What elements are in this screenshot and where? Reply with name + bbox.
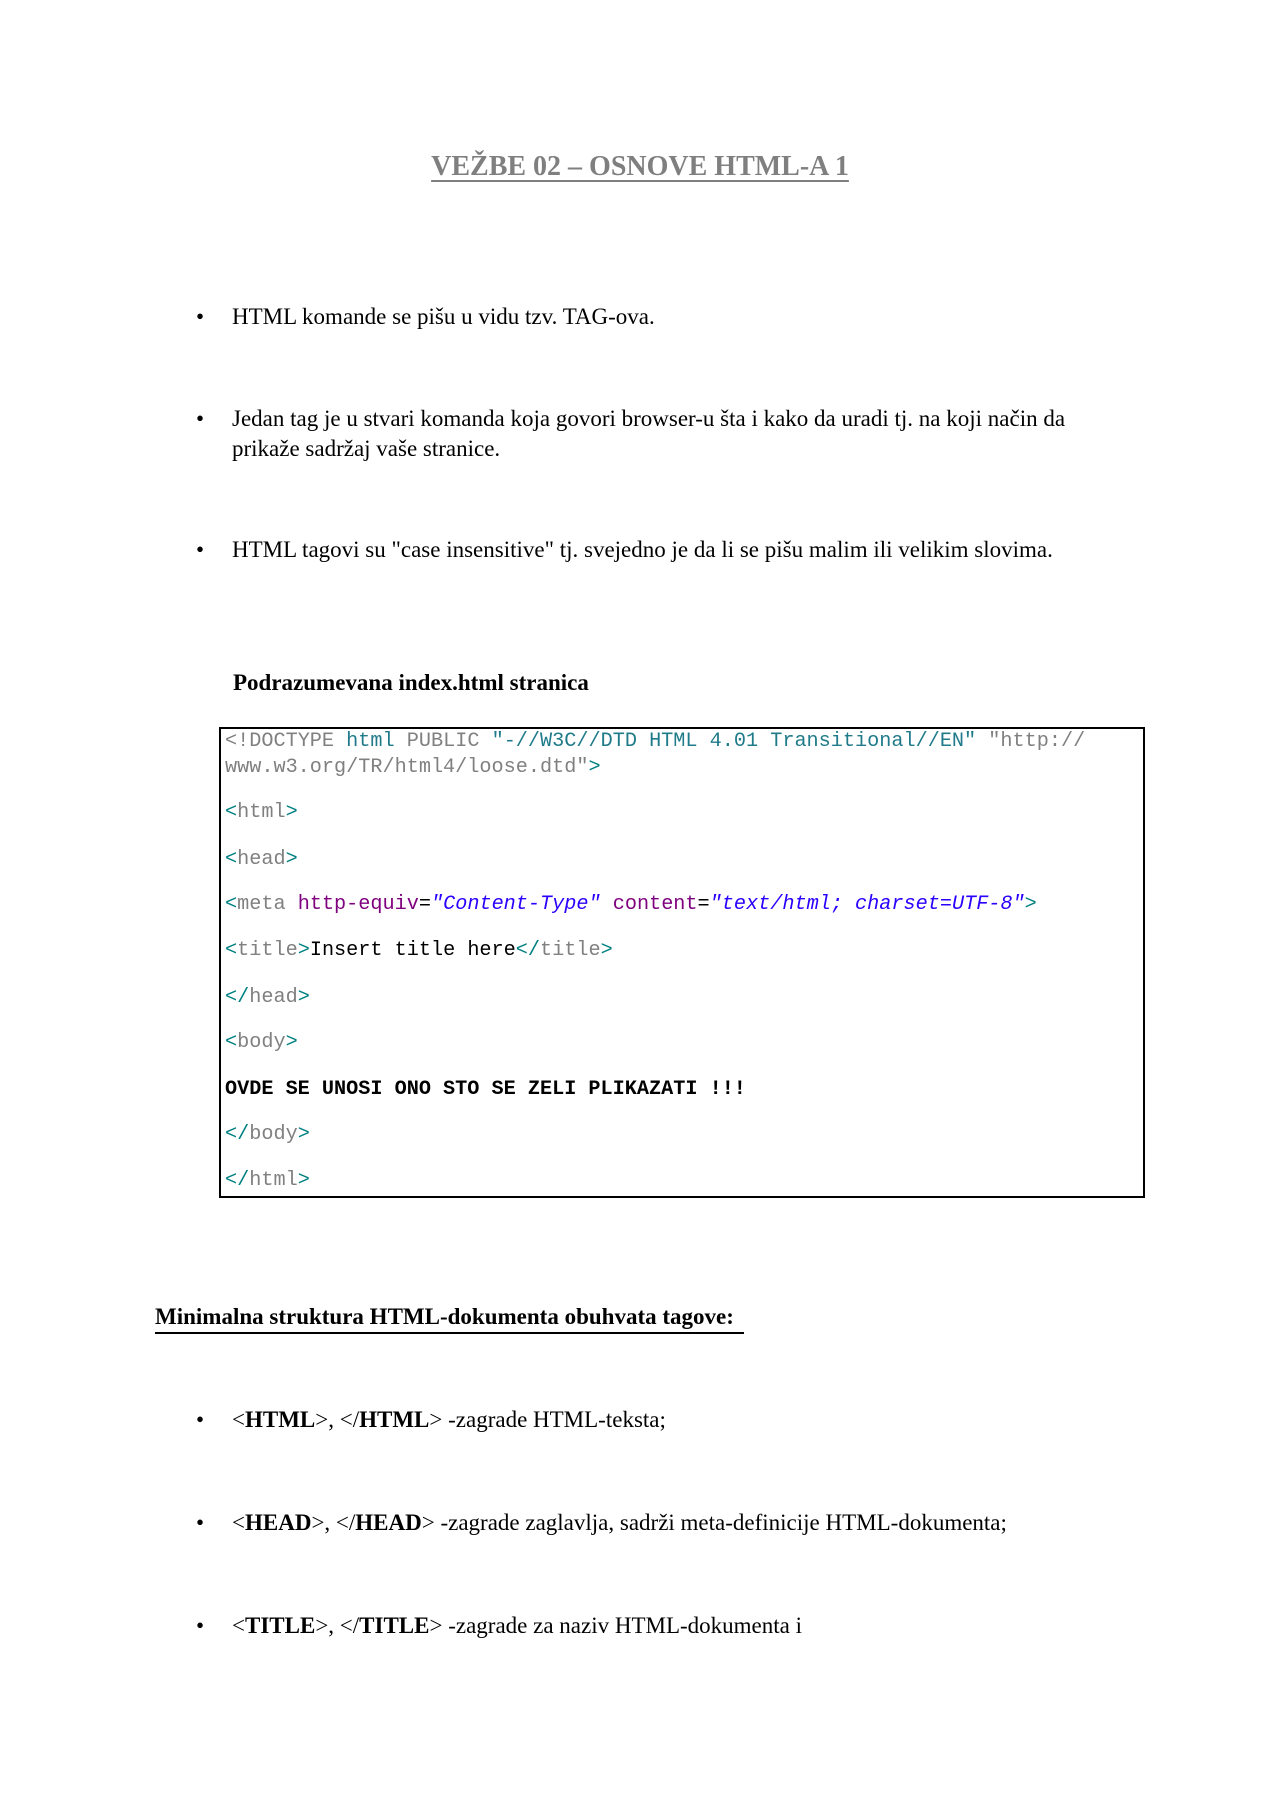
tag-description: -zagrade za naziv HTML-dokumenta i bbox=[442, 1613, 803, 1638]
code-line-html-open: <html> bbox=[225, 801, 298, 824]
code-token: DOCTYPE bbox=[249, 730, 335, 753]
bullet-symbol: • bbox=[196, 1613, 205, 1638]
code-token: PUBLIC bbox=[406, 730, 480, 753]
code-token: <! bbox=[225, 730, 250, 753]
tag-name: TITLE bbox=[244, 1613, 316, 1638]
code-line-body-close: </body> bbox=[225, 1123, 310, 1146]
code-token: > bbox=[588, 756, 601, 779]
code-token: Insert title here bbox=[309, 939, 516, 962]
code-token: "text/html; charset=UTF-8" bbox=[709, 893, 1025, 916]
intro-bullet-text: HTML tagovi su "case insensitive" tj. svejedno je da li se pišu malim ili velikim slovima. bbox=[232, 537, 1053, 562]
code-token: body bbox=[237, 1031, 286, 1054]
code-line-head-close: </head> bbox=[225, 986, 310, 1009]
code-heading: Podrazumevana index.html stranica bbox=[233, 670, 589, 695]
tag-description: -zagrade HTML-teksta; bbox=[442, 1407, 666, 1432]
bullet-symbol: • bbox=[196, 1407, 205, 1432]
tag-bullet-text: <HEAD>, </HEAD> -zagrade zaglavlja, sadrži meta-definicije HTML-dokumenta; bbox=[232, 1510, 1007, 1535]
code-block bbox=[219, 727, 1145, 1198]
tag-name: HEAD bbox=[244, 1510, 312, 1535]
code-token: meta bbox=[237, 893, 286, 916]
intro-bullet-text: Jedan tag je u stvari komanda koja govori browser-u šta i kako da uradi tj. na koji način da prikaže sadržaj vaše stranice. bbox=[232, 406, 1066, 461]
bullet-symbol: • bbox=[196, 1510, 205, 1535]
code-line-body-text: OVDE SE UNOSI ONO STO SE ZELI PLIKAZATI !!! bbox=[225, 1078, 746, 1101]
code-token: "-//W3C//DTD HTML 4.01 Transitional//EN" bbox=[491, 730, 977, 753]
code-line-doctype-cont bbox=[225, 755, 601, 781]
code-line-body-open: <body> bbox=[225, 1031, 298, 1054]
page-title-text: VEŽBE 02 – OSNOVE HTML-A 1 bbox=[431, 151, 849, 182]
code-token: html bbox=[346, 730, 395, 753]
code-token: "Content-Type" bbox=[431, 893, 601, 916]
code-line-meta: <meta http-equiv="Content-Type" content="text/html; charset=UTF-8"> bbox=[225, 893, 1037, 916]
code-token: body bbox=[249, 1123, 298, 1146]
tag-name: TITLE bbox=[359, 1613, 430, 1638]
code-token: html bbox=[237, 801, 286, 824]
code-line-doctype bbox=[225, 729, 1085, 755]
code-token: title bbox=[540, 939, 601, 962]
code-line-head-open: <head> bbox=[225, 848, 298, 871]
page-title bbox=[0, 150, 1280, 184]
code-token: head bbox=[237, 848, 286, 871]
code-token: content bbox=[612, 893, 698, 916]
bullet-symbol: • bbox=[196, 537, 205, 562]
tag-bullet-text: <HTML>, </HTML> -zagrade HTML-teksta; bbox=[232, 1407, 666, 1432]
code-token: www.w3.org/TR/html4/loose.dtd" bbox=[225, 756, 589, 779]
code-line-html-close: </html> bbox=[225, 1169, 310, 1192]
section-heading: Minimalna struktura HTML-dokumenta obuhvata tagove: bbox=[155, 1302, 744, 1334]
tag-name: HTML bbox=[244, 1407, 316, 1432]
code-line-title: <title>Insert title here</title> bbox=[225, 939, 613, 962]
bullet-symbol: • bbox=[196, 406, 205, 431]
tag-description: -zagrade zaglavlja, sadrži meta-definicije HTML-dokumenta; bbox=[434, 1510, 1007, 1535]
code-token: title bbox=[237, 939, 298, 962]
code-token: head bbox=[249, 986, 298, 1009]
code-token: http-equiv bbox=[297, 893, 419, 916]
tag-bullet-text: <TITLE>, </TITLE> -zagrade za naziv HTML-dokumenta i bbox=[232, 1613, 803, 1638]
intro-bullet-text: HTML komande se pišu u vidu tzv. TAG-ova. bbox=[232, 304, 655, 329]
tag-name: HTML bbox=[359, 1407, 430, 1432]
code-token: html bbox=[249, 1169, 298, 1192]
code-token: "http:// bbox=[988, 730, 1086, 753]
tag-name: HEAD bbox=[355, 1510, 422, 1535]
bullet-symbol: • bbox=[196, 304, 205, 329]
